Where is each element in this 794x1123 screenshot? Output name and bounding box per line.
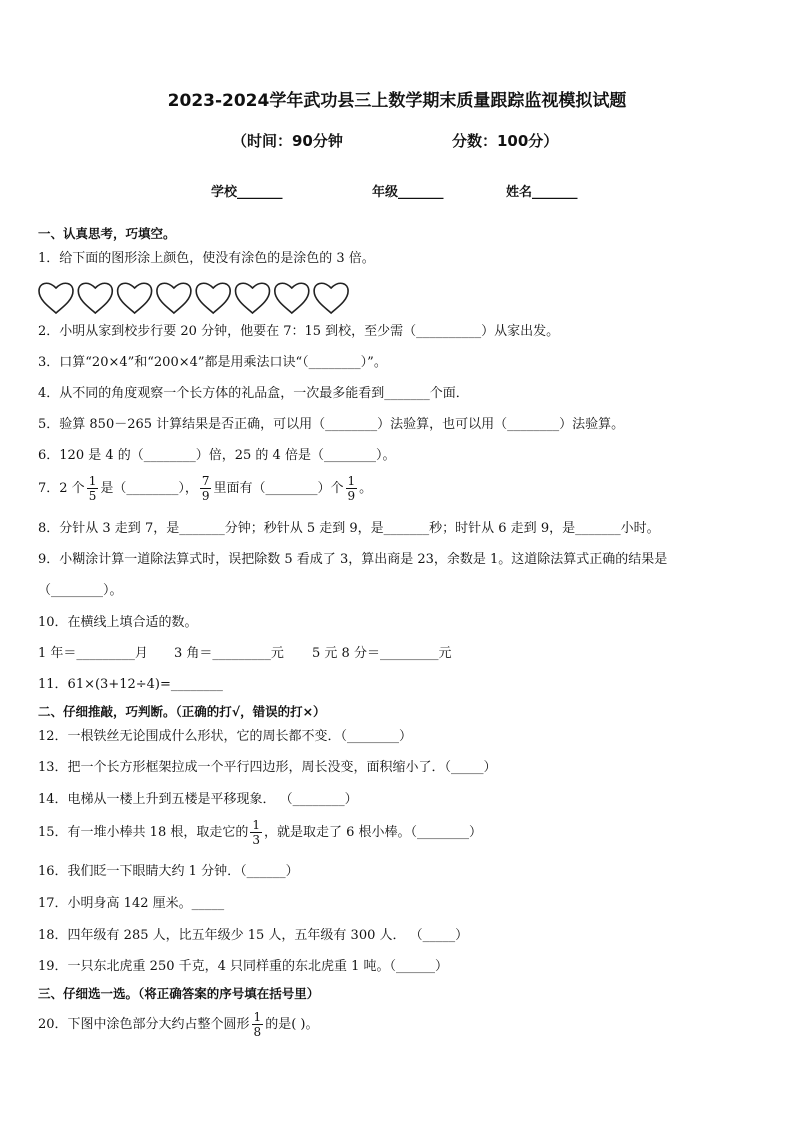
- heart-icon[interactable]: [196, 283, 230, 313]
- question-11: 11．61×(3+12÷4)=________: [38, 677, 223, 692]
- question-17: 17．小明身高 142 厘米。_____: [38, 896, 225, 911]
- heart-icon[interactable]: [157, 283, 191, 313]
- heart-icon[interactable]: [39, 283, 73, 313]
- fraction-one-ninth: $\frac{1}{9}$: [347, 474, 356, 503]
- question-15: [38, 818, 482, 847]
- section-heading-fill-in: 一、认真思考，巧填空。: [38, 226, 176, 241]
- question-10-part-b: 3 角＝_________元: [174, 646, 284, 661]
- fraction-one-fifth: $\frac{1}{5}$: [88, 474, 97, 503]
- question-20: [38, 1010, 318, 1039]
- section-heading-choose: 三、仔细选一选。（将正确答案的序号填在括号里）: [38, 986, 320, 1001]
- heart-icon[interactable]: [236, 283, 270, 313]
- question-10-part-c: 5 元 8 分＝_________元: [312, 646, 452, 661]
- q7-text-a: 7．2 个: [38, 481, 85, 496]
- section-heading-judge: 二、仔细推敲，巧判断。（正确的打√，错误的打×）: [38, 704, 326, 719]
- q7-text-d: 。: [359, 481, 373, 496]
- page-title: 2023-2024学年武功县三上数学期末质量跟踪监视模拟试题: [167, 91, 627, 111]
- question-9: 9．小糊涂计算一道除法算式时，误把除数 5 看成了 3，算出商是 23，余数是 1。这道除法算式正确的结果是: [38, 552, 668, 567]
- question-6: 6．120 是 4 的（________）倍，25 的 4 倍是（________）。: [38, 448, 396, 463]
- question-16: 16．我们眨一下眼睛大约 1 分钟．（______）: [38, 864, 299, 879]
- fraction-one-third: $\frac{1}{3}$: [252, 818, 260, 847]
- question-10: 10．在横线上填合适的数。: [38, 615, 198, 630]
- question-3: 3．口算“20×4”和“200×4”都是用乘法口诀“（________）”。: [38, 355, 387, 370]
- fraction-seven-ninths: $\frac{7}{9}$: [201, 474, 210, 503]
- question-10-part-a: 1 年＝_________月: [38, 646, 148, 661]
- school-field[interactable]: 学校_______: [211, 185, 283, 200]
- fraction-one-eighth: $\frac{1}{8}$: [253, 1010, 262, 1039]
- q20-text-b: 的是( )。: [265, 1017, 319, 1032]
- question-18: 18．四年级有 285 人，比五年级少 15 人，五年级有 300 人． （_____）: [38, 928, 469, 943]
- q7-text-c: 里面有（________）个: [213, 481, 344, 496]
- heart-icon[interactable]: [314, 283, 348, 313]
- q20-text-a: 20．下图中涂色部分大约占整个圆形: [38, 1017, 250, 1032]
- question-8: 8．分针从 3 走到 7，是_______分钟；秒针从 5 走到 9，是_______秒；时针从 6 走到 9，是_______小时。: [38, 521, 660, 536]
- question-5: 5．验算 850－265 计算结果是否正确，可以用（________）法验算，也可以用（________）法验算。: [38, 417, 625, 432]
- question-4: 4．从不同的角度观察一个长方体的礼品盒，一次最多能看到_______个面．: [38, 386, 469, 401]
- exam-time: （时间：90分钟: [232, 132, 343, 150]
- q15-text-a: 15．有一堆小棒共 18 根，取走它的: [38, 825, 249, 840]
- question-2: 2．小明从家到校步行要 20 分钟，他要在 7：15 到校，至少需（__________）从家出发。: [38, 324, 560, 339]
- question-19: 19．一只东北虎重 250 千克，4 只同样重的东北虎重 1 吨。（______）: [38, 959, 449, 974]
- q15-text-b: ，就是取走了 6 根小棒。（________）: [264, 825, 483, 840]
- question-7: [38, 474, 372, 503]
- question-12: 12．一根铁丝无论围成什么形状，它的周长都不变．（________）: [38, 729, 413, 744]
- exam-score: 分数：100分）: [452, 132, 559, 150]
- grade-field[interactable]: 年级_______: [372, 185, 444, 200]
- question-14: 14．电梯从一楼上升到五楼是平移现象． （________）: [38, 792, 358, 807]
- name-field[interactable]: 姓名_______: [506, 185, 578, 200]
- hearts-row[interactable]: [38, 280, 358, 316]
- heart-icon[interactable]: [275, 283, 309, 313]
- q7-text-b: 是（________），: [100, 481, 198, 496]
- question-1: 1．给下面的图形涂上颜色，使没有涂色的是涂色的 3 倍。: [38, 251, 375, 266]
- heart-icon[interactable]: [78, 283, 112, 313]
- question-9-blank: （________）。: [38, 583, 123, 598]
- heart-icon[interactable]: [118, 283, 152, 313]
- question-13: 13．把一个长方形框架拉成一个平行四边形，周长没变，面积缩小了．（_____）: [38, 760, 497, 775]
